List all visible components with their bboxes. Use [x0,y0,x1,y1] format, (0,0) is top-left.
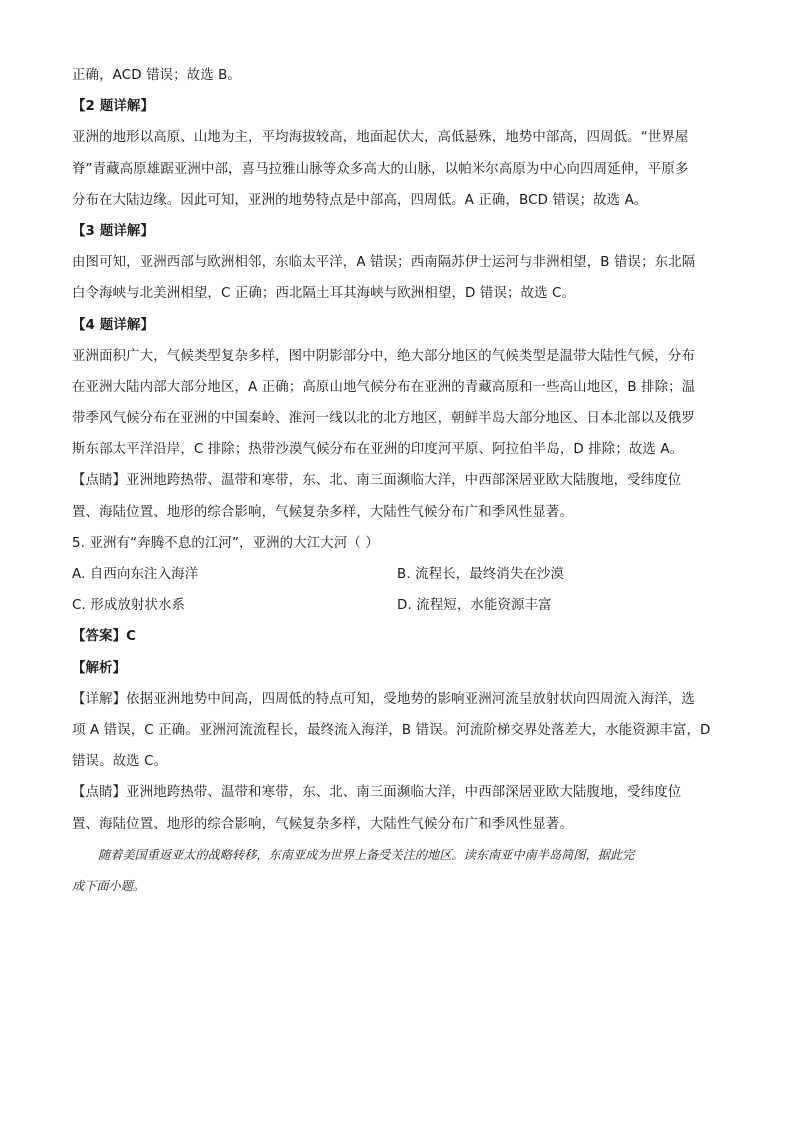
analysis-label: 【解析】 [72,660,127,676]
detail-line: 置、海陆位置、地形的综合影响，气候复杂多样，大陆性气候分布广和季风性显著。 [72,816,574,832]
text-line: 亚洲面积广大，气候类型复杂多样，图中阴影部分中，绝大部分地区的气候类型是温带大陆性气候，分布 [72,348,695,364]
text-line: 由图可知，亚洲西部与欧洲相邻，东临太平洋，A 错误；西南隔苏伊士运河与非洲相望，B 错误；东北隔 [72,255,696,271]
options-row [72,559,732,590]
text-line: 斯东部太平洋沿岸，C 排除；热带沙漠气候分布在亚洲的印度河平原、阿拉伯半岛，D 排除；故选 A。 [72,442,684,458]
detail-line: 项 A 错误，C 正确。亚洲河流流程长，最终流入海洋，B 错误。河流阶梯交界处落差大，水能资源丰富，D [72,722,711,738]
option-a: A. 自西向东注入海洋 [72,567,199,582]
option-b: B. 流程长，最终消失在沙漠 [397,567,565,582]
question-stem: 5. 亚洲有“奔腾不息的江河”，亚洲的大江大河（ ） [72,535,379,551]
options-row [72,590,732,621]
commentary-line: 【点睛】亚洲地跨热带、温带和寒带，东、北、南三面濒临大洋，中西部深居亚欧大陆腹地，受纬度位 [72,785,682,801]
detail-line: 错误。故选 C。 [72,754,168,770]
text-line: 亚洲的地形以高原、山地为主，平均海拔较高，地面起伏大，高低悬殊，地势中部高，四周低。“世界屋 [72,130,689,146]
commentary-line: 【点睛】亚洲地跨热带、温带和寒带，东、北、南三面濒临大洋，中西部深居亚欧大陆腹地，受纬度位 [72,473,682,489]
text-line: 脊”青藏高原雄踞亚洲中部，喜马拉雅山脉等众多高大的山脉，以帕米尔高原为中心向四周延伸，平原多 [72,161,689,177]
text-line: 正确，ACD 错误；故选 B。 [72,68,242,83]
intro-paragraph-line: 随着美国重返亚太的战略转移，东南亚成为世界上备受关注的地区。读东南亚中南半岛简图，据此完 [98,847,635,862]
text-line: 白令海峡与北美洲相望，C 正确；西北隔土耳其海峡与欧洲相望，D 错误；故选 C。 [72,286,576,302]
section-heading: 【2 题详解】 [72,99,154,115]
detail-line: 【详解】依据亚洲地势中间高，四周低的特点可知，受地势的影响亚洲河流呈放射状向四周流入海洋，选 [72,691,695,707]
option-c: C. 形成放射状水系 [72,598,186,614]
text-line: 在亚洲大陆内部大部分地区，A 正确；高原山地气候分布在亚洲的青藏高原和一些高山地区，B 排除；温 [72,379,696,395]
text-line: 分布在大陆边缘。因此可知，亚洲的地势特点是中部高，四周低。A 正确，BCD 错误；故选 A。 [72,192,648,208]
answer-label: 【答案】C [72,629,137,645]
document-body [72,60,732,902]
section-heading: 【4 题详解】 [72,317,154,333]
option-d: D. 流程短，水能资源丰富 [397,598,552,614]
section-heading: 【3 题详解】 [72,223,154,239]
text-line: 带季风气候分布在亚洲的中国秦岭、淮河一线以北的北方地区，朝鲜半岛大部分地区、日本北部以及俄罗 [72,411,695,427]
text-line: 置、海陆位置、地形的综合影响，气候复杂多样，大陆性气候分布广和季风性显著。 [72,504,574,520]
intro-paragraph-line: 成下面小题。 [72,878,146,893]
